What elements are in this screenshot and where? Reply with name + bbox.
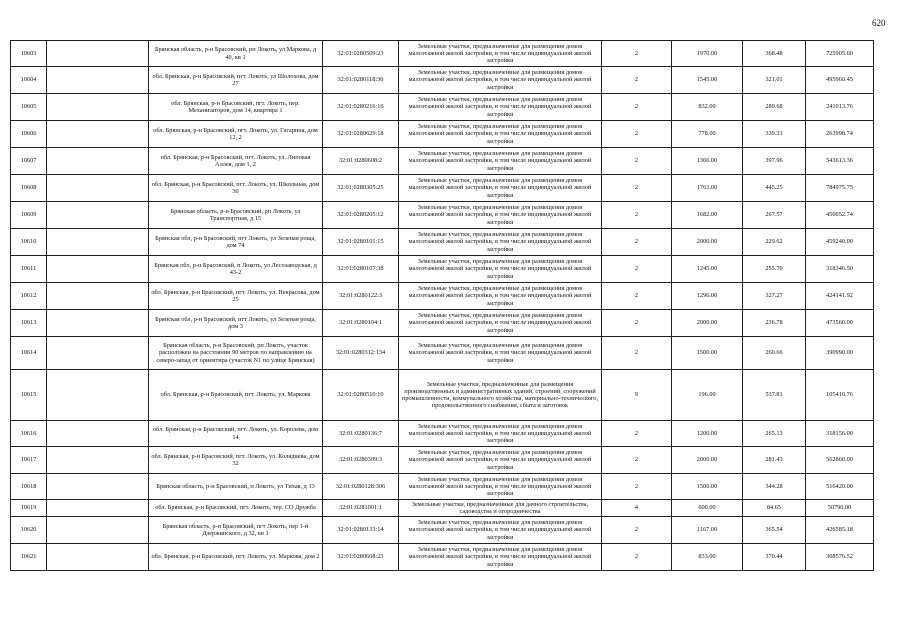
category-code-cell: 2 (602, 310, 672, 337)
unit-value-cell: 289.68 (743, 94, 806, 121)
area-cell: 778.00 (672, 121, 743, 148)
unit-value-cell: 267.57 (743, 202, 806, 229)
category-code-cell: 2 (602, 544, 672, 571)
unit-value-cell: 537.81 (743, 370, 806, 421)
blank-cell (47, 94, 149, 121)
address-cell: обл. Брянская, р-н Брасовский, пгт. Локоть, ул. Королева, дом 14 (149, 421, 323, 447)
cadastral-number-cell: 32:01:0280128:306 (323, 474, 399, 500)
address-cell: обл. Брянская, р-н Брасовский, пгт. Локоть, тер. СО Дружба (149, 500, 323, 517)
registry-number-cell: 10615 (11, 370, 47, 421)
cadastral-value-cell: 459240.00 (806, 229, 874, 256)
table-row (11, 337, 874, 370)
registry-number-cell: 10608 (11, 175, 47, 202)
blank-cell (47, 447, 149, 474)
blank-cell (47, 67, 149, 94)
blank-cell (47, 337, 149, 370)
area-cell: 1500.00 (672, 474, 743, 500)
address-cell: Брянская область, р-н Брасовский, пгт Локоть, пер 1-й Дзержинского, д 32, кв 1 (149, 517, 323, 544)
unit-value-cell: 255.70 (743, 256, 806, 283)
area-cell: 196.00 (672, 370, 743, 421)
unit-value-cell: 321.01 (743, 67, 806, 94)
area-cell: 1682.00 (672, 202, 743, 229)
table-row (11, 421, 874, 447)
category-code-cell: 2 (602, 256, 672, 283)
area-cell: 1245.00 (672, 256, 743, 283)
area-cell: 833.00 (672, 544, 743, 571)
cadastral-value-cell: 241013.76 (806, 94, 874, 121)
cadastral-value-cell: 473560.00 (806, 310, 874, 337)
table-row (11, 121, 874, 148)
registry-number-cell: 10617 (11, 447, 47, 474)
area-cell: 2000.00 (672, 229, 743, 256)
cadastral-number-cell: 32:01:0280118:30 (323, 67, 399, 94)
address-cell: обл. Брянская, р-н Брасовский, пгт. Локоть, ул. Маркова, дом 2 (149, 544, 323, 571)
cadastral-value-cell: 725905.60 (806, 41, 874, 67)
registry-number-cell: 10619 (11, 500, 47, 517)
land-use-cell: Земельные участки, предназначенные для размещения домов малоэтажной жилой застройки, в том числе индивидуальной жилой застройки (399, 447, 602, 474)
registry-number-cell: 10618 (11, 474, 47, 500)
registry-number-cell: 10609 (11, 202, 47, 229)
address-cell: Брянская обл, р-н Брасовский, пгт Локоть, ул Зеленая роща, дом 3 (149, 310, 323, 337)
unit-value-cell: 260.66 (743, 337, 806, 370)
table-row (11, 148, 874, 175)
cadastral-number-cell: 32:01:0280608:2 (323, 148, 399, 175)
table-row (11, 500, 874, 517)
cadastral-number-cell: 32:01:0280133:14 (323, 517, 399, 544)
land-use-cell: Земельные участки, предназначенные для размещения домов малоэтажной жилой застройки, в том числе индивидуальной жилой застройки (399, 517, 602, 544)
registry-number-cell: 10616 (11, 421, 47, 447)
cadastral-number-cell: 32:01:0280104:1 (323, 310, 399, 337)
cadastral-number-cell: 32:01:0280122:3 (323, 283, 399, 310)
cadastral-number-cell: 32:01:0280312:134 (323, 337, 399, 370)
address-cell: Брянская обл, р-н Брасовский, п Локоть, ул Лесозаводская, д 43-2 (149, 256, 323, 283)
unit-value-cell: 368.48 (743, 41, 806, 67)
area-cell: 2000.00 (672, 447, 743, 474)
land-use-cell: Земельные участки, предназначенные для размещения домов малоэтажной жилой застройки, в том числе индивидуальной жилой застройки (399, 41, 602, 67)
registry-number-cell: 10603 (11, 41, 47, 67)
blank-cell (47, 202, 149, 229)
category-code-cell: 2 (602, 517, 672, 544)
table-row (11, 517, 874, 544)
address-cell: Брянская область, р-н Брасовский, рп Локоть, ул Маркова, д 40, кв 1 (149, 41, 323, 67)
blank-cell (47, 500, 149, 517)
land-use-cell: Земельные участки, предназначенные для размещения домов малоэтажной жилой застройки, в том числе индивидуальной жилой застройки (399, 94, 602, 121)
cadastral-number-cell: 32:01:0280107:38 (323, 256, 399, 283)
unit-value-cell: 445.25 (743, 175, 806, 202)
blank-cell (47, 256, 149, 283)
blank-cell (47, 421, 149, 447)
area-cell: 1970.00 (672, 41, 743, 67)
cadastral-number-cell: 32:01:0280510:10 (323, 370, 399, 421)
address-cell: обл. Брянская, р-н Брасовский, пгт. Локоть, ул Шолохова, дом 27 (149, 67, 323, 94)
category-code-cell: 2 (602, 67, 672, 94)
cadastral-value-cell: 390990.00 (806, 337, 874, 370)
registry-number-cell: 10611 (11, 256, 47, 283)
blank-cell (47, 283, 149, 310)
category-code-cell: 4 (602, 500, 672, 517)
registry-number-cell: 10605 (11, 94, 47, 121)
cadastral-value-cell: 495960.45 (806, 67, 874, 94)
registry-number-cell: 10620 (11, 517, 47, 544)
table-row (11, 283, 874, 310)
registry-number-cell: 10604 (11, 67, 47, 94)
address-cell: обл. Брянская, р-н Брасовский, пгт. Локоть, ул. Гагарина, дом 12, 2 (149, 121, 323, 148)
unit-value-cell: 84.65 (743, 500, 806, 517)
category-code-cell: 2 (602, 202, 672, 229)
area-cell: 1366.00 (672, 148, 743, 175)
cadastral-number-cell: 32:01:0280216:16 (323, 94, 399, 121)
address-cell: обл. Брянская, р-н Брасовский, пгт. Локоть, ул. Липовая Аллея, дом 1, 2 (149, 148, 323, 175)
table-row (11, 229, 874, 256)
land-use-cell: Земельные участки, предназначенные для размещения домов малоэтажной жилой застройки, в том числе индивидуальной жилой застройки (399, 256, 602, 283)
unit-value-cell: 365.54 (743, 517, 806, 544)
table-row (11, 256, 874, 283)
land-use-cell: Земельные участки, предназначенные для размещения домов малоэтажной жилой застройки, в том числе индивидуальной жилой застройки (399, 283, 602, 310)
cadastral-value-cell: 450052.74 (806, 202, 874, 229)
address-cell: обл. Брянская, р-н Брасовский, пгт. Локоть, ул. Колядиева, дом 32 (149, 447, 323, 474)
cadastral-number-cell: 32:01:0280136:7 (323, 421, 399, 447)
category-code-cell: 2 (602, 175, 672, 202)
category-code-cell: 2 (602, 94, 672, 121)
cadastral-value-cell: 318156.00 (806, 421, 874, 447)
cadastral-value-cell: 50790.00 (806, 500, 874, 517)
land-use-cell: Земельные участки, предназначенные для размещения домов малоэтажной жилой застройки, в том числе индивидуальной жилой застройки (399, 474, 602, 500)
cadastral-value-cell: 105410.76 (806, 370, 874, 421)
unit-value-cell: 327.27 (743, 283, 806, 310)
cadastral-value-cell: 784975.75 (806, 175, 874, 202)
land-use-cell: Земельные участки, предназначенные для размещения домов малоэтажной жилой застройки, в том числе индивидуальной жилой застройки (399, 175, 602, 202)
blank-cell (47, 517, 149, 544)
category-code-cell: 2 (602, 447, 672, 474)
category-code-cell: 2 (602, 121, 672, 148)
address-cell: Брянская область, р-н Брасовский, рп Локоть, участок расположен на расстоянии 90 метров по направлению на северо-запад от ориентира (участок N1 по улице Брянская) (149, 337, 323, 370)
land-use-cell: Земельные участки, предназначенные для размещения домов малоэтажной жилой застройки, в том числе индивидуальной жилой застройки (399, 229, 602, 256)
land-registry-table (10, 40, 874, 571)
area-cell: 832.00 (672, 94, 743, 121)
unit-value-cell: 339.33 (743, 121, 806, 148)
table-row (11, 202, 874, 229)
table-row (11, 474, 874, 500)
cadastral-value-cell: 426585.18 (806, 517, 874, 544)
area-cell: 1167.00 (672, 517, 743, 544)
land-use-cell: Земельные участки, предназначенные для размещения домов малоэтажной жилой застройки, в том числе индивидуальной жилой застройки (399, 310, 602, 337)
land-use-cell: Земельные участки, предназначенные для размещения домов малоэтажной жилой застройки, в том числе индивидуальной жилой застройки (399, 202, 602, 229)
blank-cell (47, 121, 149, 148)
land-use-cell: Земельные участки, предназначенные для размещения производственных и административных зданий, строений, сооружений промышленности, коммунального хозяйства, материально-технического, продовольственного снабжения, сбыта и заготовок (399, 370, 602, 421)
cadastral-number-cell: 32:01:0280309:3 (323, 447, 399, 474)
registry-number-cell: 10610 (11, 229, 47, 256)
cadastral-value-cell: 308576.52 (806, 544, 874, 571)
address-cell: обл. Брянская, р-н Брасовский, пгт. Локоть, ул. Некрасова, дом 25 (149, 283, 323, 310)
unit-value-cell: 236.78 (743, 310, 806, 337)
cadastral-number-cell: 32:01:0280101:15 (323, 229, 399, 256)
cadastral-value-cell: 424141.92 (806, 283, 874, 310)
blank-cell (47, 310, 149, 337)
land-use-cell: Земельные участки, предназначенные для размещения домов малоэтажной жилой застройки, в том числе индивидуальной жилой застройки (399, 337, 602, 370)
address-cell: обл. Брянская, р-н Брасовский, пгт. Локоть, пер. Механизаторов, дом 14, квартира 1 (149, 94, 323, 121)
land-use-cell: Земельные участки, предназначенные для размещения домов малоэтажной жилой застройки, в том числе индивидуальной жилой застройки (399, 121, 602, 148)
category-code-cell: 2 (602, 337, 672, 370)
cadastral-value-cell: 263998.74 (806, 121, 874, 148)
registry-number-cell: 10606 (11, 121, 47, 148)
table-row (11, 447, 874, 474)
unit-value-cell: 397.96 (743, 148, 806, 175)
unit-value-cell: 281.43 (743, 447, 806, 474)
cadastral-value-cell: 516420.00 (806, 474, 874, 500)
land-use-cell: Земельные участки, предназначенные для размещения домов малоэтажной жилой застройки, в том числе индивидуальной жилой застройки (399, 148, 602, 175)
address-cell: обл. Брянская, р-н Брасовский, пгт. Локоть, ул. Маркова (149, 370, 323, 421)
unit-value-cell: 344.28 (743, 474, 806, 500)
category-code-cell: 2 (602, 41, 672, 67)
area-cell: 2000.00 (672, 310, 743, 337)
land-use-cell: Земельные участки, предназначенные для дачного строительства, садоводства и огородничества (399, 500, 602, 517)
blank-cell (47, 229, 149, 256)
cadastral-number-cell: 32:01:0280205:12 (323, 202, 399, 229)
category-code-cell: 9 (602, 370, 672, 421)
category-code-cell: 2 (602, 148, 672, 175)
cadastral-number-cell: 32:01:0280629:18 (323, 121, 399, 148)
registry-number-cell: 10614 (11, 337, 47, 370)
area-cell: 600.00 (672, 500, 743, 517)
unit-value-cell: 265.13 (743, 421, 806, 447)
land-use-cell: Земельные участки, предназначенные для размещения домов малоэтажной жилой застройки, в том числе индивидуальной жилой застройки (399, 544, 602, 571)
table-row (11, 94, 874, 121)
unit-value-cell: 229.62 (743, 229, 806, 256)
area-cell: 1296.00 (672, 283, 743, 310)
registry-number-cell: 10612 (11, 283, 47, 310)
table-row (11, 544, 874, 571)
blank-cell (47, 370, 149, 421)
table-row (11, 41, 874, 67)
cadastral-value-cell: 562860.00 (806, 447, 874, 474)
address-cell: Брянская область, р-н Брасовский, п Локоть, ул Тихая, д 13 (149, 474, 323, 500)
area-cell: 1763.00 (672, 175, 743, 202)
registry-number-cell: 10621 (11, 544, 47, 571)
cadastral-number-cell: 32:01:0280608:23 (323, 544, 399, 571)
table-row (11, 175, 874, 202)
land-use-cell: Земельные участки, предназначенные для размещения домов малоэтажной жилой застройки, в том числе индивидуальной жилой застройки (399, 67, 602, 94)
area-cell: 1545.00 (672, 67, 743, 94)
registry-number-cell: 10613 (11, 310, 47, 337)
blank-cell (47, 148, 149, 175)
address-cell: Брянская область, р-н Брасовский, рп Локоть, ул Транспортная, д 15 (149, 202, 323, 229)
blank-cell (47, 41, 149, 67)
registry-number-cell: 10607 (11, 148, 47, 175)
cadastral-number-cell: 32:01:0281001:1 (323, 500, 399, 517)
cadastral-number-cell: 32:01:0280509:23 (323, 41, 399, 67)
category-code-cell: 2 (602, 474, 672, 500)
table-row (11, 310, 874, 337)
blank-cell (47, 175, 149, 202)
blank-cell (47, 544, 149, 571)
category-code-cell: 2 (602, 421, 672, 447)
unit-value-cell: 370.44 (743, 544, 806, 571)
category-code-cell: 2 (602, 283, 672, 310)
page-number: 620 (872, 18, 886, 28)
cadastral-value-cell: 318346.50 (806, 256, 874, 283)
area-cell: 1200.00 (672, 421, 743, 447)
cadastral-value-cell: 543613.36 (806, 148, 874, 175)
area-cell: 1500.00 (672, 337, 743, 370)
blank-cell (47, 474, 149, 500)
table-row (11, 67, 874, 94)
cadastral-number-cell: 32:01:0280305:25 (323, 175, 399, 202)
address-cell: обл. Брянская, р-н Брасовский, пгт. Локоть, ул. Школьная, дом 30 (149, 175, 323, 202)
address-cell: Брянская обл, р-н Брасовский, пгт Локоть, ул Зеленая роща, дом 74 (149, 229, 323, 256)
category-code-cell: 2 (602, 229, 672, 256)
table-row (11, 370, 874, 421)
land-use-cell: Земельные участки, предназначенные для размещения домов малоэтажной жилой застройки, в том числе индивидуальной жилой застройки (399, 421, 602, 447)
